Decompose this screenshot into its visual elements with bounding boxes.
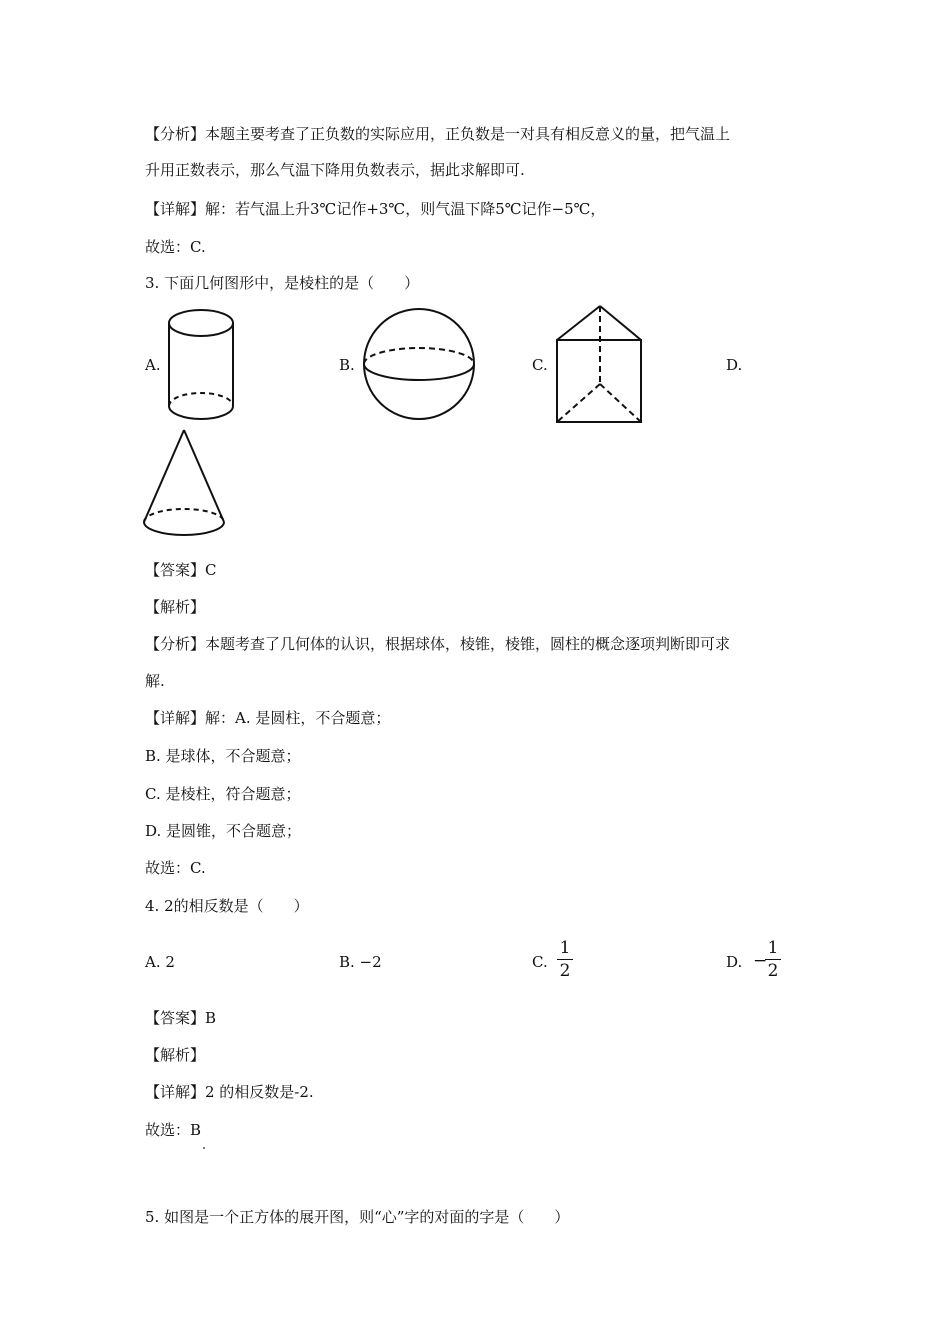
stray-mark	[203, 1147, 205, 1149]
q3-option-a-label: A.	[145, 356, 161, 374]
triangular-prism-icon	[553, 302, 647, 426]
q5-stem: 5. 如图是一个正方体的展开图，则“心”字的对面的字是（ ）	[145, 1208, 570, 1226]
prev-analysis-line-1: 【分析】本题主要考查了正负数的实际应用，正负数是一对具有相反意义的量，把气温上	[145, 125, 731, 143]
fraction-numerator: 1	[767, 938, 779, 958]
fraction-numerator: 1	[559, 938, 571, 958]
q4-option-c-label: C.	[532, 953, 548, 971]
q4-parse-title: 【解析】	[145, 1046, 206, 1064]
q4-option-d-minus-sign: −	[753, 951, 768, 971]
fraction-bar	[765, 959, 781, 960]
q3-analysis-line-2: 解.	[145, 672, 165, 690]
q4-answer: 【答案】B	[145, 1009, 217, 1027]
q3-analysis-line-1: 【分析】本题考查了几何体的认识，根据球体，棱锥，棱锥，圆柱的概念逐项判断即可求	[145, 635, 731, 653]
q4-stem: 4. 2的相反数是（ ）	[145, 897, 309, 915]
q3-detail-line-1: 【详解】解：A. 是圆柱，不合题意；	[145, 709, 391, 727]
fraction-denominator: 2	[767, 961, 779, 981]
q4-option-a: A. 2	[145, 953, 175, 971]
q4-option-c-fraction	[557, 938, 573, 981]
cylinder-icon	[163, 303, 239, 427]
prev-analysis-line-2: 升用正数表示，那么气温下降用负数表示，据此求解即可.	[145, 161, 525, 179]
prev-choice: 故选：C.	[145, 238, 206, 256]
q4-option-d-fraction	[765, 938, 781, 981]
q3-option-d-label: D.	[726, 356, 743, 374]
q3-stem: 3. 下面几何图形中，是棱柱的是（ ）	[145, 274, 420, 292]
q3-detail-line-4: D. 是圆锥，不合题意；	[145, 822, 302, 840]
q3-choice: 故选：C.	[145, 859, 206, 877]
q4-detail: 【详解】2 的相反数是-2.	[145, 1083, 314, 1101]
sphere-icon	[358, 305, 480, 423]
q4-choice: 故选：B	[145, 1121, 202, 1139]
fraction-bar	[557, 959, 573, 960]
q3-parse-title: 【解析】	[145, 598, 206, 616]
q3-detail-line-3: C. 是棱柱，符合题意；	[145, 785, 301, 803]
fraction-denominator: 2	[559, 961, 571, 981]
q4-option-d-label: D.	[726, 953, 743, 971]
q3-option-b-label: B.	[339, 356, 355, 374]
cone-icon	[140, 426, 228, 544]
q4-option-b: B. −2	[339, 953, 382, 971]
q3-option-c-label: C.	[532, 356, 548, 374]
q3-detail-line-2: B. 是球体，不合题意；	[145, 747, 301, 765]
q3-answer: 【答案】C	[145, 561, 217, 579]
prev-detail-line: 【详解】解：若气温上升3℃记作+3℃，则气温下降5℃记作−5℃，	[145, 200, 606, 218]
